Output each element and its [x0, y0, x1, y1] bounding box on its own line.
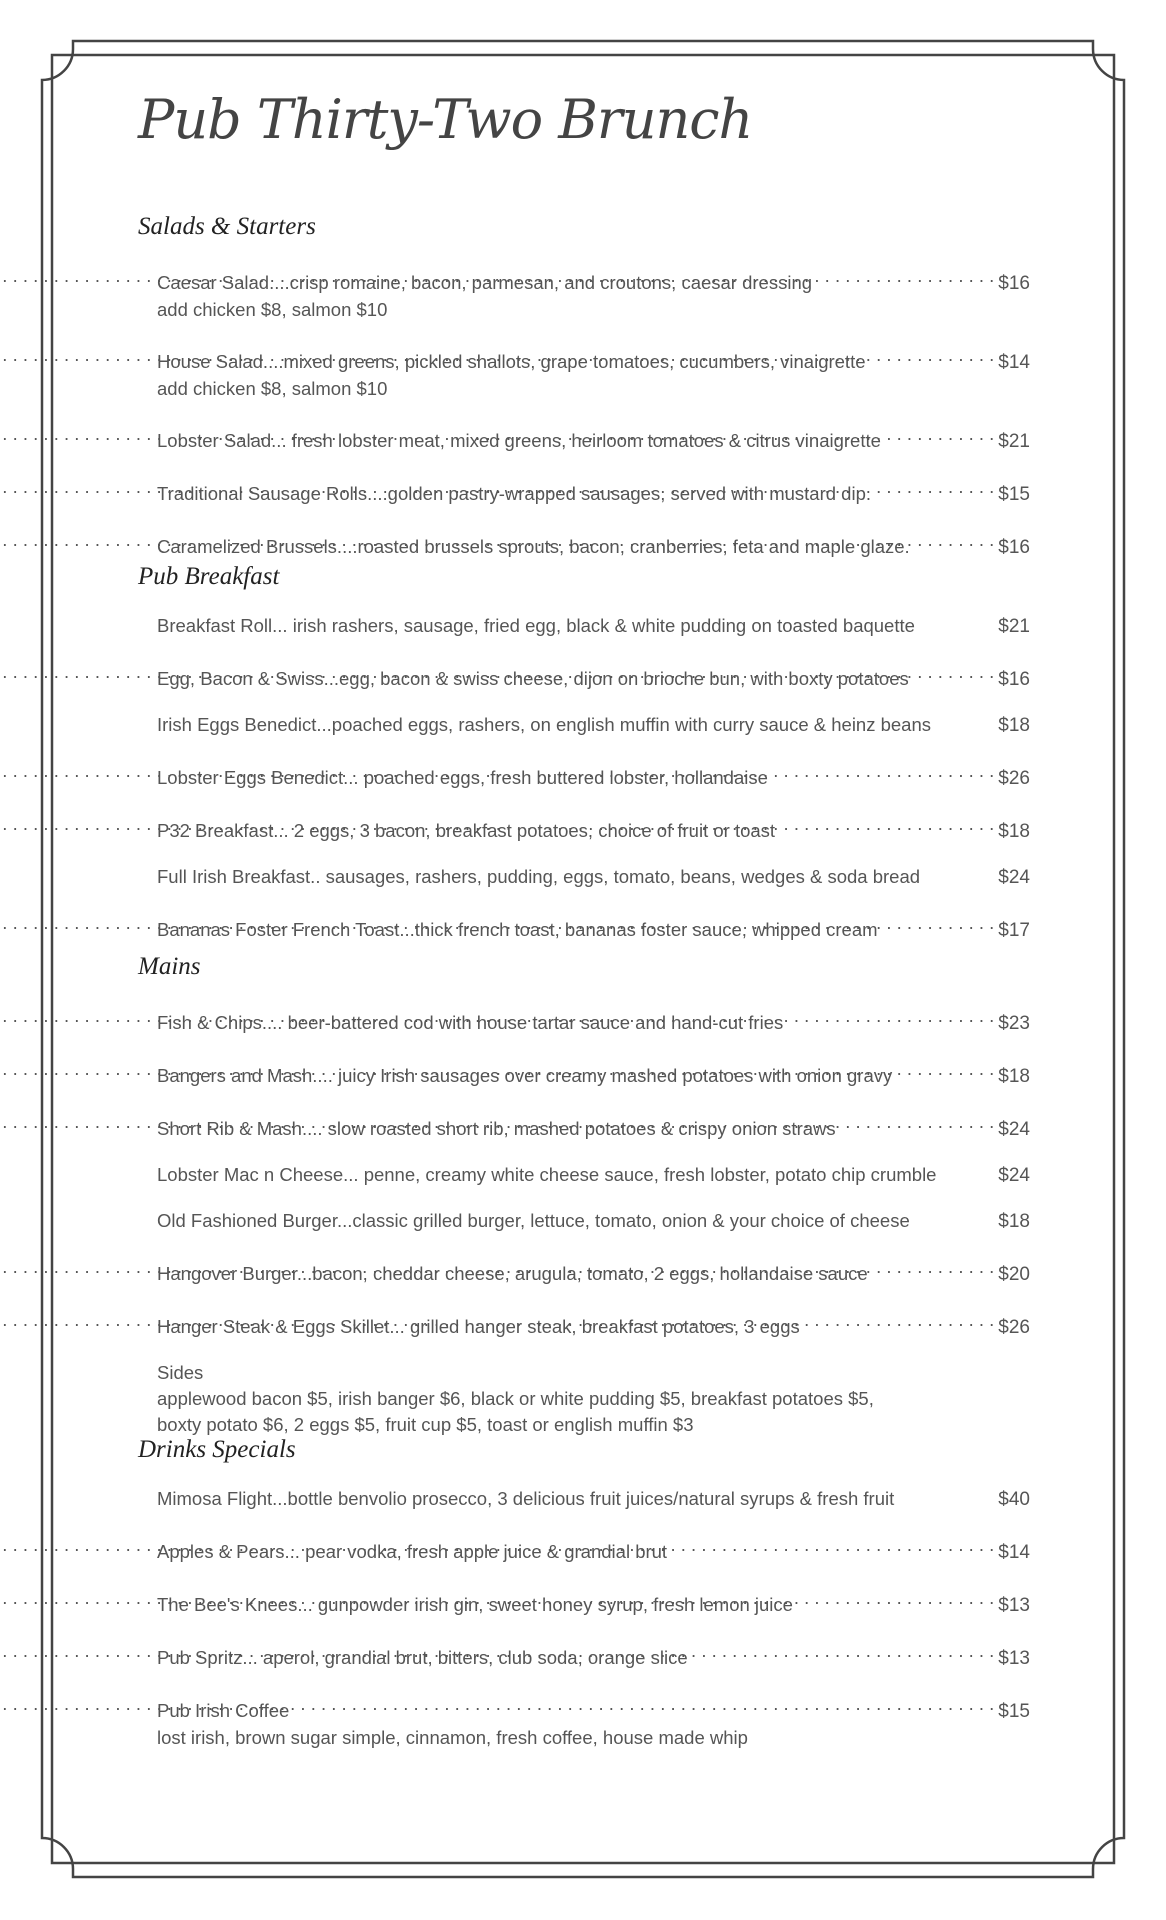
menu-item-row: [157, 1585, 1030, 1619]
menu-item-description: Bananas Foster French Toast...thick french toast, bananas foster sauce, whipped cream: [157, 919, 878, 940]
menu-item-description: Breakfast Roll... irish rashers, sausage, fried egg, black & white pudding on toasted baquette: [157, 615, 915, 636]
menu-item-price: $13: [998, 1595, 1030, 1616]
menu-item: [157, 1109, 1030, 1143]
menu-item-row: [157, 1360, 1030, 1386]
menu-item-description: Old Fashioned Burger...classic grilled burger, lettuce, tomato, onion & your choice of cheese: [157, 1210, 910, 1231]
menu-item-description: P32 Breakfast... 2 eggs, 3 bacon, breakfast potatoes, choice of fruit or toast: [157, 820, 776, 841]
menu-section: [138, 1435, 1030, 1770]
menu-item-row: [157, 1307, 1030, 1341]
menu-item: [157, 659, 1030, 693]
menu-item-description: Hangover Burger...bacon, cheddar cheese, arugula, tomato, 2 eggs, hollandaise sauce: [157, 1263, 868, 1284]
menu-item: [157, 1486, 1030, 1513]
menu-item: [157, 1360, 1030, 1438]
menu-item-description: Egg, Bacon & Swiss...egg, bacon & swiss cheese, dijon on brioche bun, with boxty potatoes: [157, 668, 909, 689]
menu-item-row: [157, 758, 1030, 792]
menu-item-price: $40: [998, 1489, 1030, 1510]
menu-item-description: House Salad....mixed greens, pickled shallots, grape tomatoes, cucumbers, vinaigrette: [157, 351, 866, 372]
dot-leader: [783, 811, 994, 837]
menu-item-price: $18: [998, 1211, 1030, 1232]
dot-leader: [776, 758, 994, 784]
menu-item-row: [157, 811, 1030, 845]
menu-item-description: Short Rib & Mash.... slow roasted short rib, mashed potatoes & crispy onion straws: [157, 1118, 836, 1139]
menu-item: [157, 474, 1030, 508]
menu-item-price: $16: [998, 537, 1030, 558]
menu-item: [157, 613, 1030, 640]
dot-leader: [900, 1056, 994, 1082]
menu-item-description: Hanger Steak & Eggs Skillet... grilled hanger steak, breakfast potatoes, 3 eggs: [157, 1316, 800, 1337]
dot-leader: [879, 474, 994, 500]
menu-item-note: lost irish, brown sugar simple, cinnamon, fresh coffee, house made whip: [157, 1727, 748, 1748]
menu-item: [157, 1532, 1030, 1566]
menu-item-row: [157, 342, 1030, 376]
menu-item-description: Lobster Salad... fresh lobster meat, mixed greens, heirloom tomatoes & citrus vinaigrette: [157, 430, 881, 451]
menu-item-price: $26: [998, 768, 1030, 789]
menu-item: [157, 1254, 1030, 1288]
menu-item: [157, 1307, 1030, 1341]
menu-item-price: $18: [998, 821, 1030, 842]
menu-item-row: [157, 421, 1030, 455]
menu-item-price: $26: [998, 1317, 1030, 1338]
menu-item-price: $18: [998, 715, 1030, 736]
menu-item-price: $23: [998, 1013, 1030, 1034]
menu-item-row: [157, 1003, 1030, 1037]
menu-item-row: [157, 1254, 1030, 1288]
menu-item-description: Irish Eggs Benedict...poached eggs, rashers, on english muffin with curry sauce & heinz beans: [157, 714, 932, 735]
menu-item-row: [157, 1109, 1030, 1143]
dot-leader: [675, 1532, 994, 1558]
menu-item-price: $14: [998, 1542, 1030, 1563]
section-heading: Drinks Specials: [138, 1436, 296, 1463]
menu-item-price: $20: [998, 1264, 1030, 1285]
menu-item-note: applewood bacon $5, irish banger $6, black or white pudding $5, breakfast potatoes $5,: [157, 1388, 874, 1409]
menu-item-description: Caramelized Brussels....roasted brussels sprouts, bacon, cranberries, feta and maple glaze.: [157, 536, 910, 557]
menu-section: [138, 562, 1030, 963]
dot-leader: [696, 1638, 995, 1664]
dot-leader: [820, 263, 994, 289]
dot-leader: [874, 342, 995, 368]
menu-item: [157, 527, 1030, 561]
menu-item-description: Full Irish Breakfast.. sausages, rashers, pudding, eggs, tomato, beans, wedges & soda bread: [157, 866, 921, 887]
menu-item-row: [157, 263, 1030, 297]
dot-leader: [886, 910, 995, 936]
menu-item-description: Lobster Eggs Benedict... poached eggs, fresh buttered lobster, hollandaise: [157, 767, 768, 788]
menu-item-row: [157, 659, 1030, 693]
menu-item-price: $21: [998, 616, 1030, 637]
menu-item-price: $24: [998, 867, 1030, 888]
menu-item-description: Pub Irish Coffee: [157, 1700, 290, 1721]
menu-item-price: $24: [998, 1119, 1030, 1140]
menu-item-description: Caesar Salad....crisp romaine, bacon, parmesan, and croutons, caesar dressing: [157, 272, 813, 293]
menu-item-description: Bangers and Mash.... juicy Irish sausages over creamy mashed potatoes with onion gravy: [157, 1065, 893, 1086]
dot-leader: [876, 1254, 995, 1280]
menu-item-price: $24: [998, 1165, 1030, 1186]
menu-item: [157, 1162, 1030, 1189]
menu-section: [138, 212, 1030, 580]
menu-section: [138, 952, 1030, 1457]
menu-item: [157, 811, 1030, 845]
menu-item: [157, 910, 1030, 944]
menu-item-row: [157, 474, 1030, 508]
menu-item-row: [157, 1162, 1030, 1189]
menu-title: Pub Thirty-Two Brunch: [138, 88, 753, 151]
menu-item: [157, 864, 1030, 891]
menu-item: [157, 1208, 1030, 1235]
menu-item-note: boxty potato $6, 2 eggs $5, fruit cup $5, toast or english muffin $3: [157, 1414, 694, 1435]
menu-item-row: [157, 613, 1030, 640]
menu-item-price: $14: [998, 352, 1030, 373]
dot-leader: [791, 1003, 994, 1029]
menu-item-row: [157, 1056, 1030, 1090]
menu-item-price: $15: [998, 484, 1030, 505]
menu-item-row: [157, 1638, 1030, 1672]
menu-item-row: [157, 1532, 1030, 1566]
section-heading: Mains: [138, 953, 201, 980]
dot-leader: [297, 1691, 994, 1717]
dot-leader: [801, 1585, 994, 1611]
menu-item-description: Traditional Sausage Rolls....golden pastry-wrapped sausages, served with mustard dip.: [157, 483, 871, 504]
menu-item: [157, 1638, 1030, 1672]
dot-leader: [889, 421, 994, 447]
menu-item: [157, 1585, 1030, 1619]
section-heading: Pub Breakfast: [138, 563, 280, 590]
menu-item-description: Fish & Chips.... beer-battered cod with house tartar sauce and hand-cut fries: [157, 1012, 784, 1033]
menu-item-price: $15: [998, 1701, 1030, 1722]
menu-item-price: $17: [998, 920, 1030, 941]
menu-item-row: [157, 1208, 1030, 1235]
menu-item: [157, 758, 1030, 792]
menu-item-row: [157, 712, 1030, 739]
menu-item-price: $16: [998, 273, 1030, 294]
menu-item-price: $16: [998, 669, 1030, 690]
dot-leader: [808, 1307, 995, 1333]
menu-item-description: Mimosa Flight...bottle benvolio prosecco, 3 delicious fruit juices/natural syrups & fresh fruit: [157, 1488, 895, 1509]
menu-item-description: Sides: [157, 1362, 204, 1383]
menu-item-note: add chicken $8, salmon $10: [157, 378, 388, 399]
menu-item: [157, 1691, 1030, 1751]
dot-leader: [844, 1109, 995, 1135]
menu-item-row: [157, 910, 1030, 944]
menu-item-price: $21: [998, 431, 1030, 452]
menu-item: [157, 263, 1030, 323]
menu-item: [157, 1056, 1030, 1090]
menu-item: [157, 342, 1030, 402]
menu-item-row: [157, 527, 1030, 561]
menu-item-note: add chicken $8, salmon $10: [157, 299, 388, 320]
menu-item-description: The Bee's Knees... gunpowder irish gin, sweet honey syrup, fresh lemon juice: [157, 1594, 793, 1615]
menu-item-row: [157, 1691, 1030, 1725]
menu-item-description: Pub Spritz... aperol, grandial brut, bitters, club soda, orange slice: [157, 1647, 688, 1668]
menu-item-description: Lobster Mac n Cheese... penne, creamy white cheese sauce, fresh lobster, potato chip crumble: [157, 1164, 937, 1185]
menu-item-description: Apples & Pears... pear vodka, fresh apple juice & grandial brut: [157, 1541, 668, 1562]
section-heading: Salads & Starters: [138, 213, 316, 240]
menu-item-row: [157, 1486, 1030, 1513]
menu-item-row: [157, 864, 1030, 891]
menu-item: [157, 1003, 1030, 1037]
dot-leader: [917, 659, 995, 685]
menu-item-price: $13: [998, 1648, 1030, 1669]
menu-item: [157, 421, 1030, 455]
menu-item-price: $18: [998, 1066, 1030, 1087]
dot-leader: [918, 527, 995, 553]
menu-item: [157, 712, 1030, 739]
